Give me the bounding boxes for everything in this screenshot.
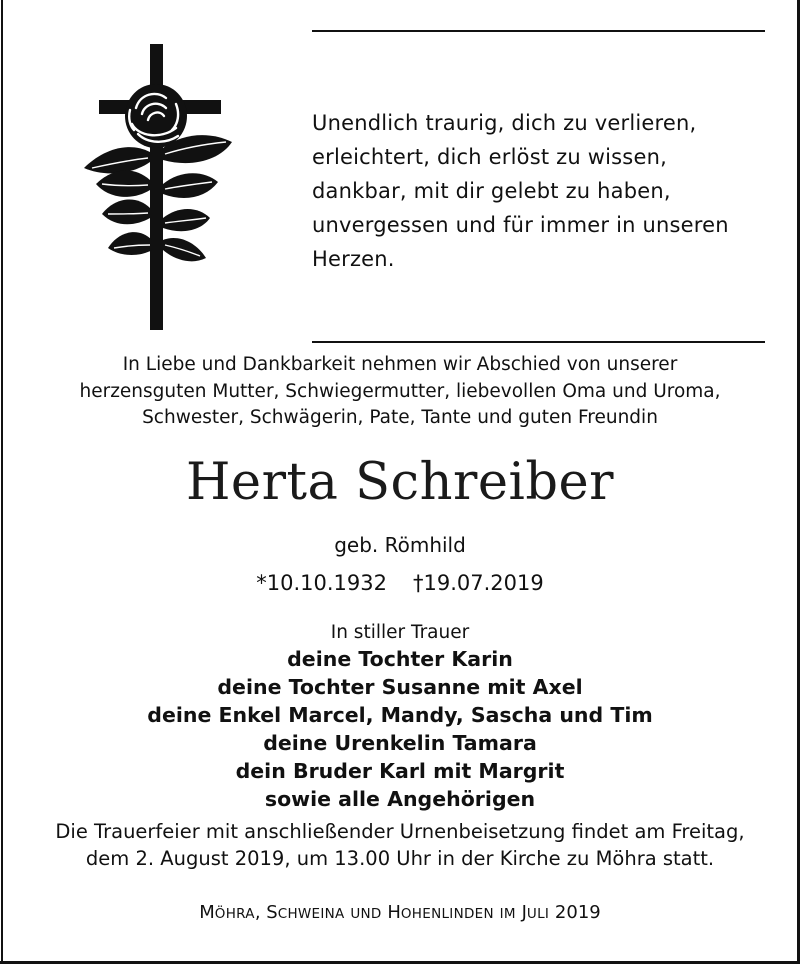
service-line: dem 2. August 2019, um 13.00 Uhr in der Kirche zu Möhra statt. [85,847,715,870]
poem-line: unvergessen und für immer in unseren [312,213,729,237]
farewell-intro [0,352,800,432]
top-divider [312,30,765,32]
mourner-line: sowie alle Angehörigen [264,787,536,811]
poem [312,106,782,276]
place-and-date-text: MÖHRA, SCHWEINA UND HOHENLINDEN IM JULI 2019 [199,902,601,923]
mourner-line: deine Tochter Karin [287,647,513,671]
death-date: †19.07.2019 [413,571,544,595]
deceased-name: Herta Schreiber [185,453,615,512]
mourners-list [0,645,800,813]
mourning-intro: In stiller Trauer [330,622,470,643]
intro-line: Schwester, Schwägerin, Pate, Tante und guten Freundin [142,407,658,428]
cross-with-rose-icon [80,44,240,330]
mourner-line: deine Urenkelin Tamara [263,731,537,755]
intro-line: herzensguten Mutter, Schwiegermutter, liebevollen Oma und Uroma, [79,380,721,402]
intro-line: In Liebe und Dankbarkeit nehmen wir Abschied von unserer [122,354,678,375]
poem-line: Unendlich traurig, dich zu verlieren, [312,111,697,135]
place-and-date [0,900,800,927]
funeral-service-info [0,818,800,872]
mourner-line: deine Tochter Susanne mit Axel [217,675,583,699]
mourner-line: deine Enkel Marcel, Mandy, Sascha und Tim [147,703,653,727]
poem-line: erleichtert, dich erlöst zu wissen, [312,145,667,169]
middle-divider [312,341,765,343]
life-dates [0,568,800,598]
poem-line: Herzen. [312,247,395,271]
mourner-line: dein Bruder Karl mit Margrit [235,759,565,783]
maiden-name: geb. Römhild [334,533,466,557]
birth-date: *10.10.1932 [256,571,387,595]
service-line: Die Trauerfeier mit anschließender Urnenbeisetzung findet am Freitag, [55,820,745,843]
poem-line: dankbar, mit dir gelebt zu haben, [312,179,671,203]
